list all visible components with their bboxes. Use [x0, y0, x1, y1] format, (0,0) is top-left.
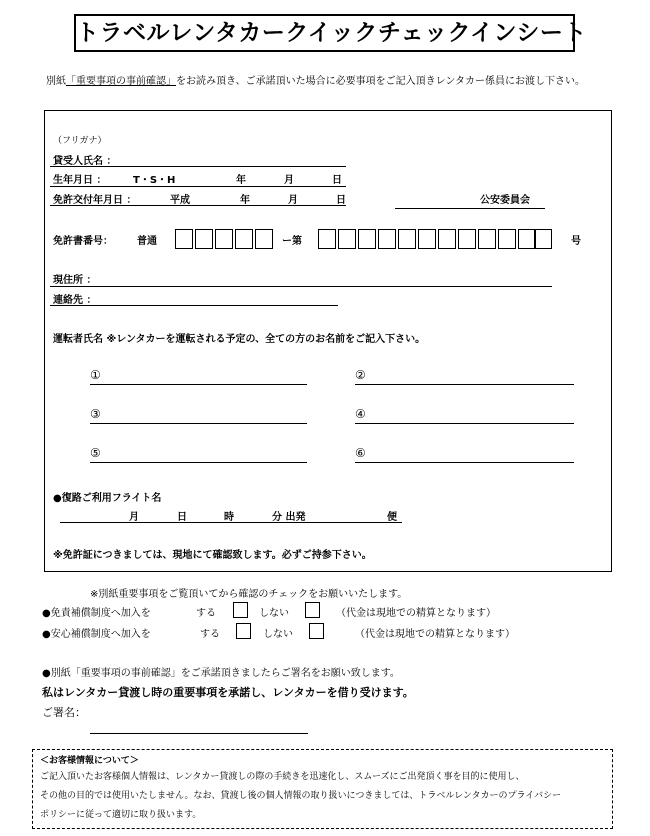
check-no-label-1: しない — [259, 608, 289, 619]
license-issue-field[interactable] — [50, 205, 346, 206]
intro-doc-ref: 「重要事項の事前確認」 — [66, 76, 176, 87]
privacy-body — [40, 768, 561, 825]
agreement-statement: 私はレンタカー貸渡し時の重要事項を承諾し、レンタカーを借り受けます。 — [42, 686, 414, 699]
commission-label: 公安委員会 — [480, 195, 530, 206]
page-title: トラベルレンタカークイックチェックインシート — [74, 14, 575, 52]
check-label-2: ●安心補償制度へ加入を — [42, 629, 151, 640]
check-no-box-2[interactable] — [309, 623, 324, 639]
license-note: ※免許証につきましては、現地にて確認致します。必ずご持参下さい。 — [53, 550, 372, 561]
license-no-cell[interactable] — [318, 229, 336, 249]
license-no-cell[interactable] — [175, 229, 193, 249]
contact-field[interactable] — [50, 305, 338, 306]
license-no-cell[interactable] — [438, 229, 456, 249]
birth-label: 生年月日 ： — [53, 175, 107, 186]
license-issue-year-unit: 年 — [240, 195, 250, 206]
check-yes-box-1[interactable] — [233, 602, 248, 618]
flight-hour-unit: 時 — [224, 512, 234, 523]
driver-name-field-4[interactable] — [355, 423, 574, 424]
driver-name-field-6[interactable] — [355, 462, 574, 463]
flight-heading: ●復路ご利用フライト名 — [53, 493, 162, 504]
furigana-label: （フリガナ） — [53, 136, 107, 146]
driver-marker-2: ② — [355, 368, 366, 382]
check-no-box-1[interactable] — [305, 602, 320, 618]
birth-era: T・S・H — [133, 175, 176, 186]
flight-minute-unit: 分 出発 — [272, 512, 306, 523]
flight-month-unit: 月 — [129, 512, 139, 523]
license-no-cell[interactable] — [255, 229, 273, 249]
driver-name-field-2[interactable] — [355, 384, 574, 385]
check-label-1: ●免責補償制度へ加入を — [42, 608, 151, 619]
license-dai: ー第 — [282, 236, 302, 247]
license-issue-day-unit: 日 — [336, 195, 346, 206]
privacy-heading: ＜お客様情報について＞ — [40, 756, 139, 766]
signature-field[interactable] — [90, 733, 308, 734]
license-no-cell[interactable] — [478, 229, 496, 249]
license-no-cell[interactable] — [398, 229, 416, 249]
flight-day-unit: 日 — [177, 512, 187, 523]
signature-label: ご署名： — [42, 706, 86, 719]
license-no-label: 免許書番号： — [53, 236, 113, 247]
license-no-cell[interactable] — [534, 229, 552, 249]
address-label: 現住所 ： — [53, 275, 97, 286]
license-no-cell[interactable] — [215, 229, 233, 249]
address-field[interactable] — [50, 286, 552, 287]
driver-name-field-5[interactable] — [90, 462, 307, 463]
check-no-label-2: しない — [263, 629, 293, 640]
driver-name-field-3[interactable] — [90, 423, 307, 424]
birth-day-unit: 日 — [332, 175, 342, 186]
contact-label: 連絡先 ： — [53, 295, 97, 306]
license-no-cell[interactable] — [498, 229, 516, 249]
agreement-pre: ●別紙「重要事項の事前確認」をご承諾頂きましたらご署名をお願い致します。 — [42, 668, 400, 679]
driver-marker-1: ① — [90, 368, 101, 382]
borrower-name-field[interactable] — [50, 166, 346, 167]
flight-field[interactable] — [60, 522, 402, 523]
license-no-cell[interactable] — [195, 229, 213, 249]
birth-month-unit: 月 — [284, 175, 294, 186]
intro-text — [46, 72, 585, 87]
license-type: 普通 — [137, 236, 157, 247]
check-yes-box-2[interactable] — [236, 623, 251, 639]
driver-marker-3: ③ — [90, 407, 101, 421]
driver-name-field-1[interactable] — [90, 384, 307, 385]
license-no-cell[interactable] — [378, 229, 396, 249]
driver-marker-5: ⑤ — [90, 446, 101, 460]
license-issue-label: 免許交付年月日 ： — [53, 195, 137, 206]
birth-field[interactable] — [50, 186, 346, 187]
commission-field[interactable] — [395, 208, 545, 209]
flight-unit: 便 — [387, 512, 397, 523]
privacy-line-2: その他の目的では使用いたしません。なお、貸渡し後の個人情報の取り扱いにつきましては、トラベルレンタカーのプライバシー — [40, 791, 562, 801]
intro-pre: 別紙 — [46, 76, 66, 87]
check-note-2: （代金は現地での精算となります） — [355, 629, 515, 640]
check-yes-label-2: する — [200, 629, 220, 640]
license-no-cell[interactable] — [338, 229, 356, 249]
check-yes-label-1: する — [196, 608, 216, 619]
intro-post: をお読み頂き、ご承諾頂いた場合に必要事項をご記入頂きレンタカー係員にお渡し下さい。 — [176, 76, 585, 87]
driver-marker-4: ④ — [355, 407, 366, 421]
driver-marker-6: ⑥ — [355, 446, 366, 460]
license-no-cell[interactable] — [235, 229, 253, 249]
drivers-heading: 運転者氏名 ※レンタカーを運転される予定の、全ての方のお名前をご記入下さい。 — [53, 334, 426, 345]
check-note-1: （代金は現地での精算となります） — [336, 608, 496, 619]
birth-year-unit: 年 — [236, 175, 246, 186]
privacy-line-3: ポリシーに従って適切に取り扱います。 — [40, 810, 202, 820]
license-issue-month-unit: 月 — [288, 195, 298, 206]
license-no-cell[interactable] — [458, 229, 476, 249]
license-gou: 号 — [571, 236, 581, 247]
license-issue-era: 平成 — [170, 195, 190, 206]
license-no-cell[interactable] — [418, 229, 436, 249]
checks-intro: ※別紙重要事項をご覧頂いてから確認のチェックをお願いいたします。 — [90, 589, 408, 600]
borrower-name-label: 貸受人氏名 ： — [53, 156, 117, 167]
privacy-line-1: ご記入頂いたお客様個人情報は、レンタカー貸渡しの際の手続きを迅速化し、スムーズにご出発頂く事を目的に使用し、 — [40, 772, 525, 782]
license-no-cell[interactable] — [358, 229, 376, 249]
